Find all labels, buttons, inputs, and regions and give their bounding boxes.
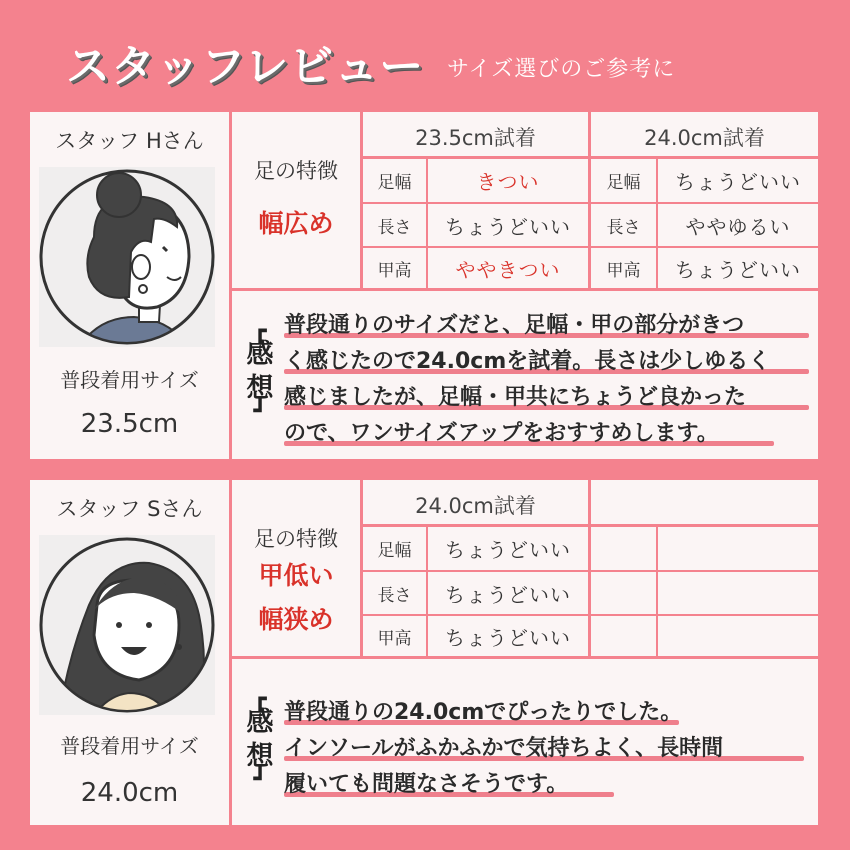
row-value: きつい	[476, 170, 540, 194]
row-label: 長さ	[377, 585, 412, 606]
row-label: 甲高	[377, 260, 412, 281]
row-label: 長さ	[377, 217, 412, 238]
row-value: ちょうどいい	[445, 538, 571, 562]
comment-mark-char: 想	[246, 373, 274, 404]
comment-mark-char: 想	[246, 741, 274, 772]
usual-size-label: 普段着用サイズ	[60, 367, 199, 392]
usual-size-label: 普段着用サイズ	[60, 733, 199, 758]
page-title: スタッフレビュー	[66, 41, 425, 92]
avatar	[39, 167, 215, 347]
staff-s-illustration	[39, 535, 215, 715]
staff-h-illustration	[39, 167, 215, 347]
comment-line: 普段通りの24.0cmでぴったりでした。	[284, 700, 683, 725]
row-label: 足幅	[377, 541, 412, 561]
comment-mark-char: 感	[246, 339, 274, 370]
comment-line: く感じたので24.0cmを試着。長さは少しゆるく	[284, 349, 771, 374]
staff-review-card-h	[30, 112, 818, 459]
row-label: 足幅	[377, 173, 412, 193]
usual-size-value: 23.5cm	[80, 409, 179, 439]
staff-name: スタッフ Hさん	[55, 129, 204, 153]
feature-value: 幅狭め	[258, 605, 334, 634]
avatar	[39, 535, 215, 715]
staff-name: スタッフ Sさん	[56, 497, 203, 521]
feature-label: 足の特徴	[254, 527, 338, 551]
row-label: 甲高	[606, 260, 641, 281]
row-label: 甲高	[377, 628, 412, 649]
row-value: ややきつい	[455, 257, 561, 282]
feature-value: 甲低い	[258, 561, 334, 590]
usual-size-value: 24.0cm	[80, 778, 179, 808]
row-value: ちょうどいい	[675, 257, 801, 282]
row-value: ちょうどいい	[675, 170, 801, 194]
comment-line: 履いても問題なさそうです。	[284, 772, 569, 797]
staff-review-card-s	[30, 480, 818, 825]
comment-mark: ┏ 感 想 ┛	[246, 319, 274, 424]
comment-mark: ┏ 感 想 ┛	[246, 687, 274, 792]
page-subtitle: サイズ選びのご参考に	[447, 57, 676, 82]
row-value: ちょうどいい	[445, 625, 571, 650]
comment-line: 普段通りのサイズだと、足幅・甲の部分がきつ	[284, 313, 745, 338]
feature-value: 幅広め	[258, 209, 334, 238]
comment-line: 感じましたが、足幅・甲共にちょうど良かった	[284, 385, 747, 410]
tryon-header: 24.0cm試着	[415, 494, 536, 518]
tryon-header: 24.0cm試着	[644, 126, 765, 150]
row-value: ちょうどいい	[445, 214, 571, 239]
row-label: 長さ	[606, 217, 641, 238]
row-value: ちょうどいい	[445, 582, 571, 607]
tryon-header: 23.5cm試着	[415, 126, 536, 150]
feature-label: 足の特徴	[254, 159, 338, 183]
comment-line: インソールがふかふかで気持ちよく、長時間	[284, 736, 724, 761]
row-label: 足幅	[606, 173, 641, 193]
comment-mark-char: 感	[246, 707, 274, 738]
row-value: ややゆるい	[685, 214, 791, 239]
comment-line: ので、ワンサイズアップをおすすめします。	[284, 421, 719, 446]
